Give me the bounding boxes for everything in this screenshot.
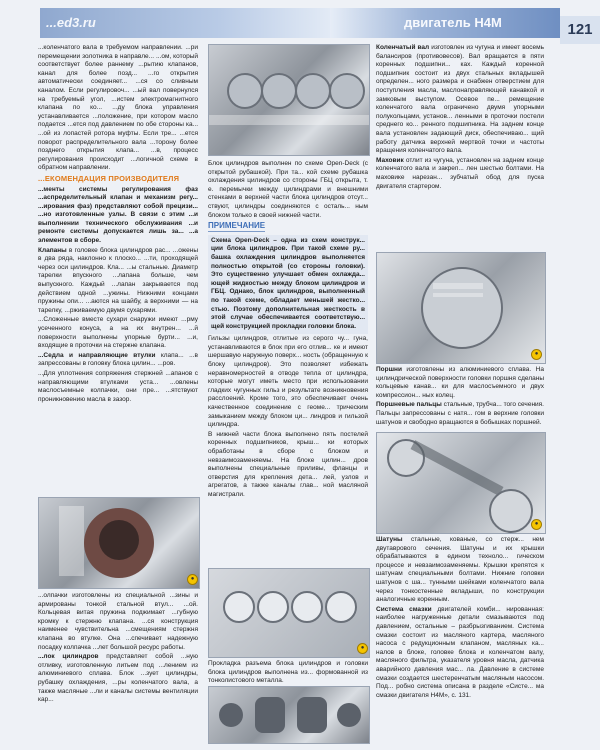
photo-marker-icon: ● [357,643,368,654]
photo-marker-icon: ● [531,519,542,530]
note-heading: ПРИМЕЧАНИЕ [208,221,266,231]
term-cylinder-block: ...лок цилиндров [38,653,99,661]
caption-head-gasket: Прокладка разъема блока цилиндров и головки блока цилиндров выполнена из... формованной из тонколистового металла. [208,660,368,685]
term-pistons: Поршни [376,366,402,373]
paragraph-timing-regulation: ...коленчатого вала в требуемом направлении. ...ри перемещении золотника в направле... ...ом, который соответствует более раннему ...рытию клапанов, канал для более позд... ...го открытия автоматически соединяет... ...ся со сливным каналом. Если регулировоч... ...ый вал повернулся на требуемый угол, ...истем электромагнитного клапана по ко... ...ду блока управления устанавливается ...положение, при котором масло подается ...ется под давлением по обе стороны ка... ...ой из лопастей ротора муфты. Если тре... ...ется поворот распределительного вала ...торону более позднего открытия клапа... ...в, процесс регулирования происходит ...логичной схеме в обратном направлении. [38,44,198,172]
column-middle-lower [208,660,368,687]
piston-photo [376,252,546,364]
paragraph-piston-pins-text: стальные, трубча... того сечения. Пальцы запрессованы с натя... гом в верхние головки шатунов и свободно вращаются в бобышках поршней. [376,401,544,426]
connecting-rod-photo [376,432,546,534]
term-seats-guides: ...Седла и направляющие втулки [38,351,156,359]
column-left [38,44,198,405]
cylinder-block-photo [208,44,370,156]
note-box [208,235,368,335]
paragraph-flywheel [376,157,544,191]
paragraph-valve-seals: ...Для уплотнения сопряжения стержней ...апанов с направляющими втулками уста... ...овлены маслосъемные колпачки, они пре... ...ятствуют проникновению масла в зазор. [38,369,198,403]
caption-pistons [376,366,544,400]
page-number: 121 [560,16,600,44]
paragraph-crankshaft [376,44,544,156]
paragraph-lubrication [376,606,544,701]
paragraph-seats-guides [38,352,198,369]
chapter-title: двигатель H4M [404,15,502,30]
caption-pistons-text: изготовлены из алюминиевого сплава. На цилиндрической поверхности головки поршня сделаны кольцевые канав... ки для маслосъемного и двух компрессион... ных колец. [376,366,544,399]
column-right-middle [376,366,544,428]
paragraph-valves-text: в головке блока цилиндров рас... ...ожены в два ряда, наклонно к плоско... ...ти, проходящей через оси цилиндров. Кла... ...ы стальные. Диаметр тарелки впускного ...лапана больше, чем выпускного. Каждый ...лапан закрывается под действием одной ...ужины. Нижними концами пружины опи... ...аются на шайбу, а верхними — на тарелку, ...рживаемую двумя сухарями. [38,246,198,314]
term-piston-pins: Поршневые пальцы [376,401,442,409]
site-watermark: ...ed3.ru [46,15,96,30]
paragraph-lubrication-text: двигателей комби... нированная: наиболее нагруженные детали смазываются под давлением, остальные – разбрызгиванием. Система смазки состоит из масляного картера, масляного насоса с редукционным клапаном, масляных ка... налов в блоке, головке блока и коленчатом валу, масляного фильтра, указателя уровня масла, датчика аварийного давления мас... ла. Давление в системе смазки создается шестеренчатым масляным насосом. Под... робно система описана в разделе «Систе... ма смазки двигателя H4M», с. 131. [376,605,544,699]
photo-marker-icon: ● [531,349,542,360]
paragraph-piston-pins [376,401,544,427]
paragraph-keepers: ...Сложенные вместе сухари снаружи имеют ...рму усеченного конуса, а на их внутрен... ...й поверхности выполнены упорные бурти... ...и, входящие в проточки на стержне клапана. [38,316,198,350]
term-valves: Клапаны [38,246,67,254]
paragraph-connecting-rods-text: стальные, кованые, со стерж... нем двутаврового сечения. Шатуны и их крышки обрабатываются в едином техноло... гическом процессе и невзаимозаменяемы. Крышки крепятся к шатунам специальными болтами. Нижние головки шатунов с ша... тунными шейками коленчатого вала через тонкостенные вкладыши, по конструкции аналогичные коренным. [376,536,544,604]
paragraph-crankshaft-text: изготовлен из чугуна и имеет восемь балансиров (противовесов). Вал вращается в пяти коренных подшипни... ках. Каждый коренной подшипник состоит из двух стальных вкладышей определен... ного размера и снабжен отверстием для поступления масла, маслонаправляющей канавкой и замковым выступом. Осевое пе... ремещение коленчатого вала ограничено двумя упорными полукольцами, установ... ленными в проточки постели среднего ко... ренного подшипника. На заднем конце вала установлен задающий диск, обеспечиваю... щий работу датчика верхней мертвой точки и частоты вращения коленчатого вала. [376,44,544,155]
paragraph-seats-guides-text: клапа... ...в запрессованы в головку блока цилин... ...ров. [38,351,198,368]
photo-marker-icon: ● [187,574,198,585]
caption-cylinder-block: Блок цилиндров выполнен по схеме Open-Deck (с открытой рубашкой). При та... кой схеме рубашка охлаждения цилиндров со стороны ГБЦ открыта, т. е. перемычки между цилиндрами и внешними стенками в верхней части блока цилиндров отсут... ствуют, цилиндры соединяются с осталь... ным блоком только в своей нижней части. [208,160,368,219]
note-text: Схема Open-Deck – одна из схем конструк... ции блока цилиндров. При такой схеме ру... башка охлаждения цилиндров выполняется полностью открытой (со стороны головки). Это существенно улучшает обмен охлажда... ющей жидкостью между блоком цилиндров и ГБЦ. Однако, блок цилиндров, выполненный по такой схеме, обладает меньшей жестко... стью. Поэтому дополнительная жесткость в этой случае обеспечивается соответствую... щей конструкцией прокладки головки блока. [211,236,365,330]
column-right-lower [376,536,544,701]
manufacturer-recommendation-heading: ...ЕКОМЕНДАЦИЯ ПРОИЗВОДИТЕЛЯ [38,173,180,183]
paragraph-cylinder-block-text: представляет собой ...ную отливку, изготовленную литьем под ...лением из алюминиевого сплава. Блок ...зует цилиндры, рубашку охлаждения, ...ры коленчатого вала, а также масляные ...ли и каналы системы вентиляции кар... [38,653,198,704]
paragraph-seal-material: ...олпачки изготовлены из специальной ...зины и армированы тонкой стальной втул... ...ой. Кольцевая витая пружина поджимает ...губную кромку к стержню клапана. ...ся конструкция наименее чувствительна ...смещениям стержня клапана во втулке. Она ...спечивает надежную посадку колпачка ...лет большой ресурс работы. [38,592,198,651]
paragraph-cylinder-block [38,653,198,705]
crankshaft-photo [208,686,370,744]
term-flywheel: Маховик [376,156,404,164]
paragraph-connecting-rods [376,536,544,605]
valve-stem-seal-photo [38,497,200,589]
paragraph-flywheel-text: отлит из чугуна, установлен на заднем конце коленчатого вала и закреп... лен шестью болтами. На маховике нарезан... зубчатый обод для пуска двигателя стартером. [376,156,544,190]
term-crankshaft: Коленчатый вал [376,44,430,51]
column-right [376,44,544,192]
term-connecting-rods: Шатуны [376,536,403,543]
column-left-lower [38,592,198,706]
manufacturer-recommendation-text: ...менты системы регулирования фаз ...аспределительный клапан и механизм регу... ...ирования фаз) представляют собой прецизи... ...но изготовленные узлы. В связи с этим ...и выполнении технического обслуживания ...и ремонте системы допускается лишь за... ...а элементов в сборе. [38,185,198,245]
term-lubrication: Система смазки [376,605,432,613]
paragraph-liners: Гильзы цилиндров, отлитые из серого чу... гуна, устанавливаются в блок при его отлив... ке и имеют шершавую наружную поверх... ность (обращенную к блоку цилиндров). Это позволяет избежать неравномерностей в отводе тепла от цилиндра, которые могут иметь место при использовании гладких чугунных гильз и результате возникновения расслоений. Кроме того, это обеспечивает очень качественное соединение с геоме... трическим замыканием между блоком ци... линдров и гильзой цилиндра. [208,335,368,429]
head-gasket-photo [208,568,370,658]
column-middle [208,160,368,501]
paragraph-main-bearings: В нижней части блока выполнено пять постелей коренных подшипников, крыш... ки которых обработаны в сборе с блоком и невзаимозаменяемы. На блоке цилин... дров выполнены специальные приливы, фланцы и отверстия для крепления дета... лей, узлов и агрегатов, а также каналы глав... ной масляной магистрали. [208,430,368,498]
paragraph-valves [38,247,198,316]
page-header [0,8,600,38]
